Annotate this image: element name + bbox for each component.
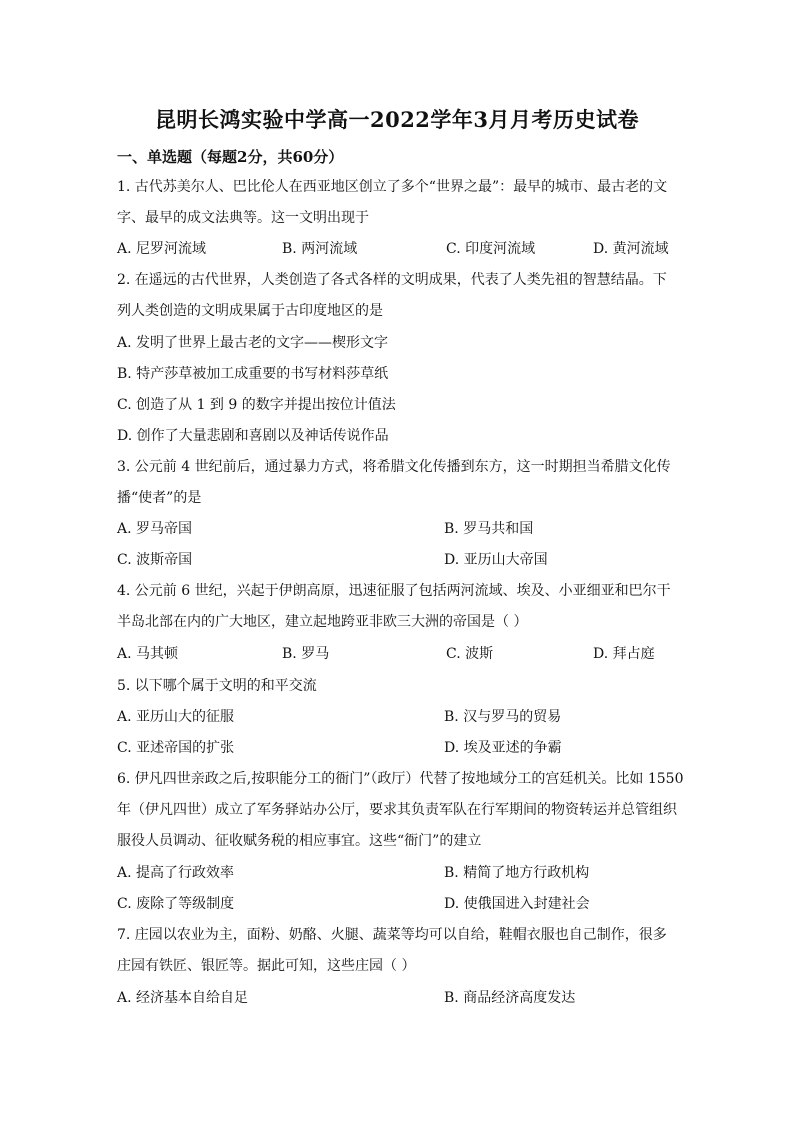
option-d: D. 创作了大量悲剧和喜剧以及神话传说作品: [117, 428, 389, 444]
option-b: B. 商品经济高度发达: [444, 990, 576, 1006]
option-b: B. 汉与罗马的贸易: [444, 709, 562, 725]
option-a: A. 尼罗河流域: [117, 241, 207, 257]
option-a: A. 亚历山大的征服: [117, 709, 235, 725]
section-heading: 一、单选题（每题2分，共60分）: [117, 148, 344, 166]
question-stem-line: 播“使者”的是: [117, 490, 202, 506]
option-b: B. 特产莎草被加工成重要的书写材料莎草纸: [117, 366, 389, 382]
option-d: D. 使俄国进入封建社会: [444, 896, 590, 912]
question-stem-line: 字、最早的成文法典等。这一文明出现于: [117, 210, 369, 226]
option-b: B. 罗马: [282, 646, 330, 662]
question-stem-line: 服役人员调动、征收赋务税的相应事宜。这些“衙门”的建立: [117, 833, 482, 849]
option-a: A. 提高了行政效率: [117, 865, 235, 881]
question-stem-line: 2. 在遥远的古代世界，人类创造了各式各样的文明成果，代表了人类先祖的智慧结晶。下: [117, 272, 667, 288]
question-stem-line: 4. 公元前 6 世纪，兴起于伊朗高原，迅速征服了包括两河流域、埃及、小亚细亚和巴尔干: [117, 583, 671, 599]
option-c: C. 印度河流域: [446, 241, 536, 257]
question-stem-line: 1. 古代苏美尔人、巴比伦人在西亚地区创立了多个“世界之最”：最早的城市、最古老的文: [117, 179, 668, 195]
option-a: A. 经济基本自给自足: [117, 990, 249, 1006]
question-stem-line: 6. 伊凡四世亲政之后,按职能分工的衙门”（政厅）代替了按地域分工的宫廷机关。比如 1550: [117, 771, 684, 787]
option-a: A. 发明了世界上最古老的文字——楔形文字: [117, 335, 389, 351]
option-c: C. 创造了从 1 到 9 的数字并提出按位计值法: [117, 397, 396, 413]
option-a: A. 马其顿: [117, 646, 179, 662]
question-stem-line: 庄园有铁匠、银匠等。据此可知，这些庄园（ ）: [117, 958, 416, 974]
question-stem-line: 7. 庄园以农业为主，面粉、奶酪、火腿、蔬菜等均可以自给，鞋帽衣服也自己制作，很多: [117, 927, 667, 943]
option-d: D. 黄河流域: [593, 241, 669, 257]
option-d: D. 亚历山大帝国: [444, 552, 548, 568]
question-stem-line: 5. 以下哪个属于文明的和平交流: [117, 678, 317, 694]
question-stem-line: 年（伊凡四世）成立了军务驿站办公厅，要求其负责军队在行军期间的物资转运并总管组织: [117, 802, 677, 818]
option-c: C. 波斯帝国: [117, 552, 193, 568]
question-stem-line: 3. 公元前 4 世纪前后，通过暴力方式，将希腊文化传播到东方，这一时期担当希腊文化传: [117, 459, 671, 475]
option-a: A. 罗马帝国: [117, 521, 193, 537]
question-stem-line: 列人类创造的文明成果属于古印度地区的是: [117, 303, 383, 319]
exam-title: 昆明长鸿实验中学高一2022学年3月月考历史试卷: [154, 107, 640, 132]
option-b: B. 两河流域: [282, 241, 358, 257]
option-c: C. 波斯: [446, 646, 494, 662]
option-c: C. 亚述帝国的扩张: [117, 740, 235, 756]
option-b: B. 罗马共和国: [444, 521, 534, 537]
option-d: D. 拜占庭: [593, 646, 655, 662]
option-c: C. 废除了等级制度: [117, 896, 235, 912]
option-d: D. 埃及亚述的争霸: [444, 740, 562, 756]
option-b: B. 精简了地方行政机构: [444, 865, 590, 881]
question-stem-line: 半岛北部在内的广大地区，建立起地跨亚非欧三大洲的帝国是（ ）: [117, 614, 528, 630]
